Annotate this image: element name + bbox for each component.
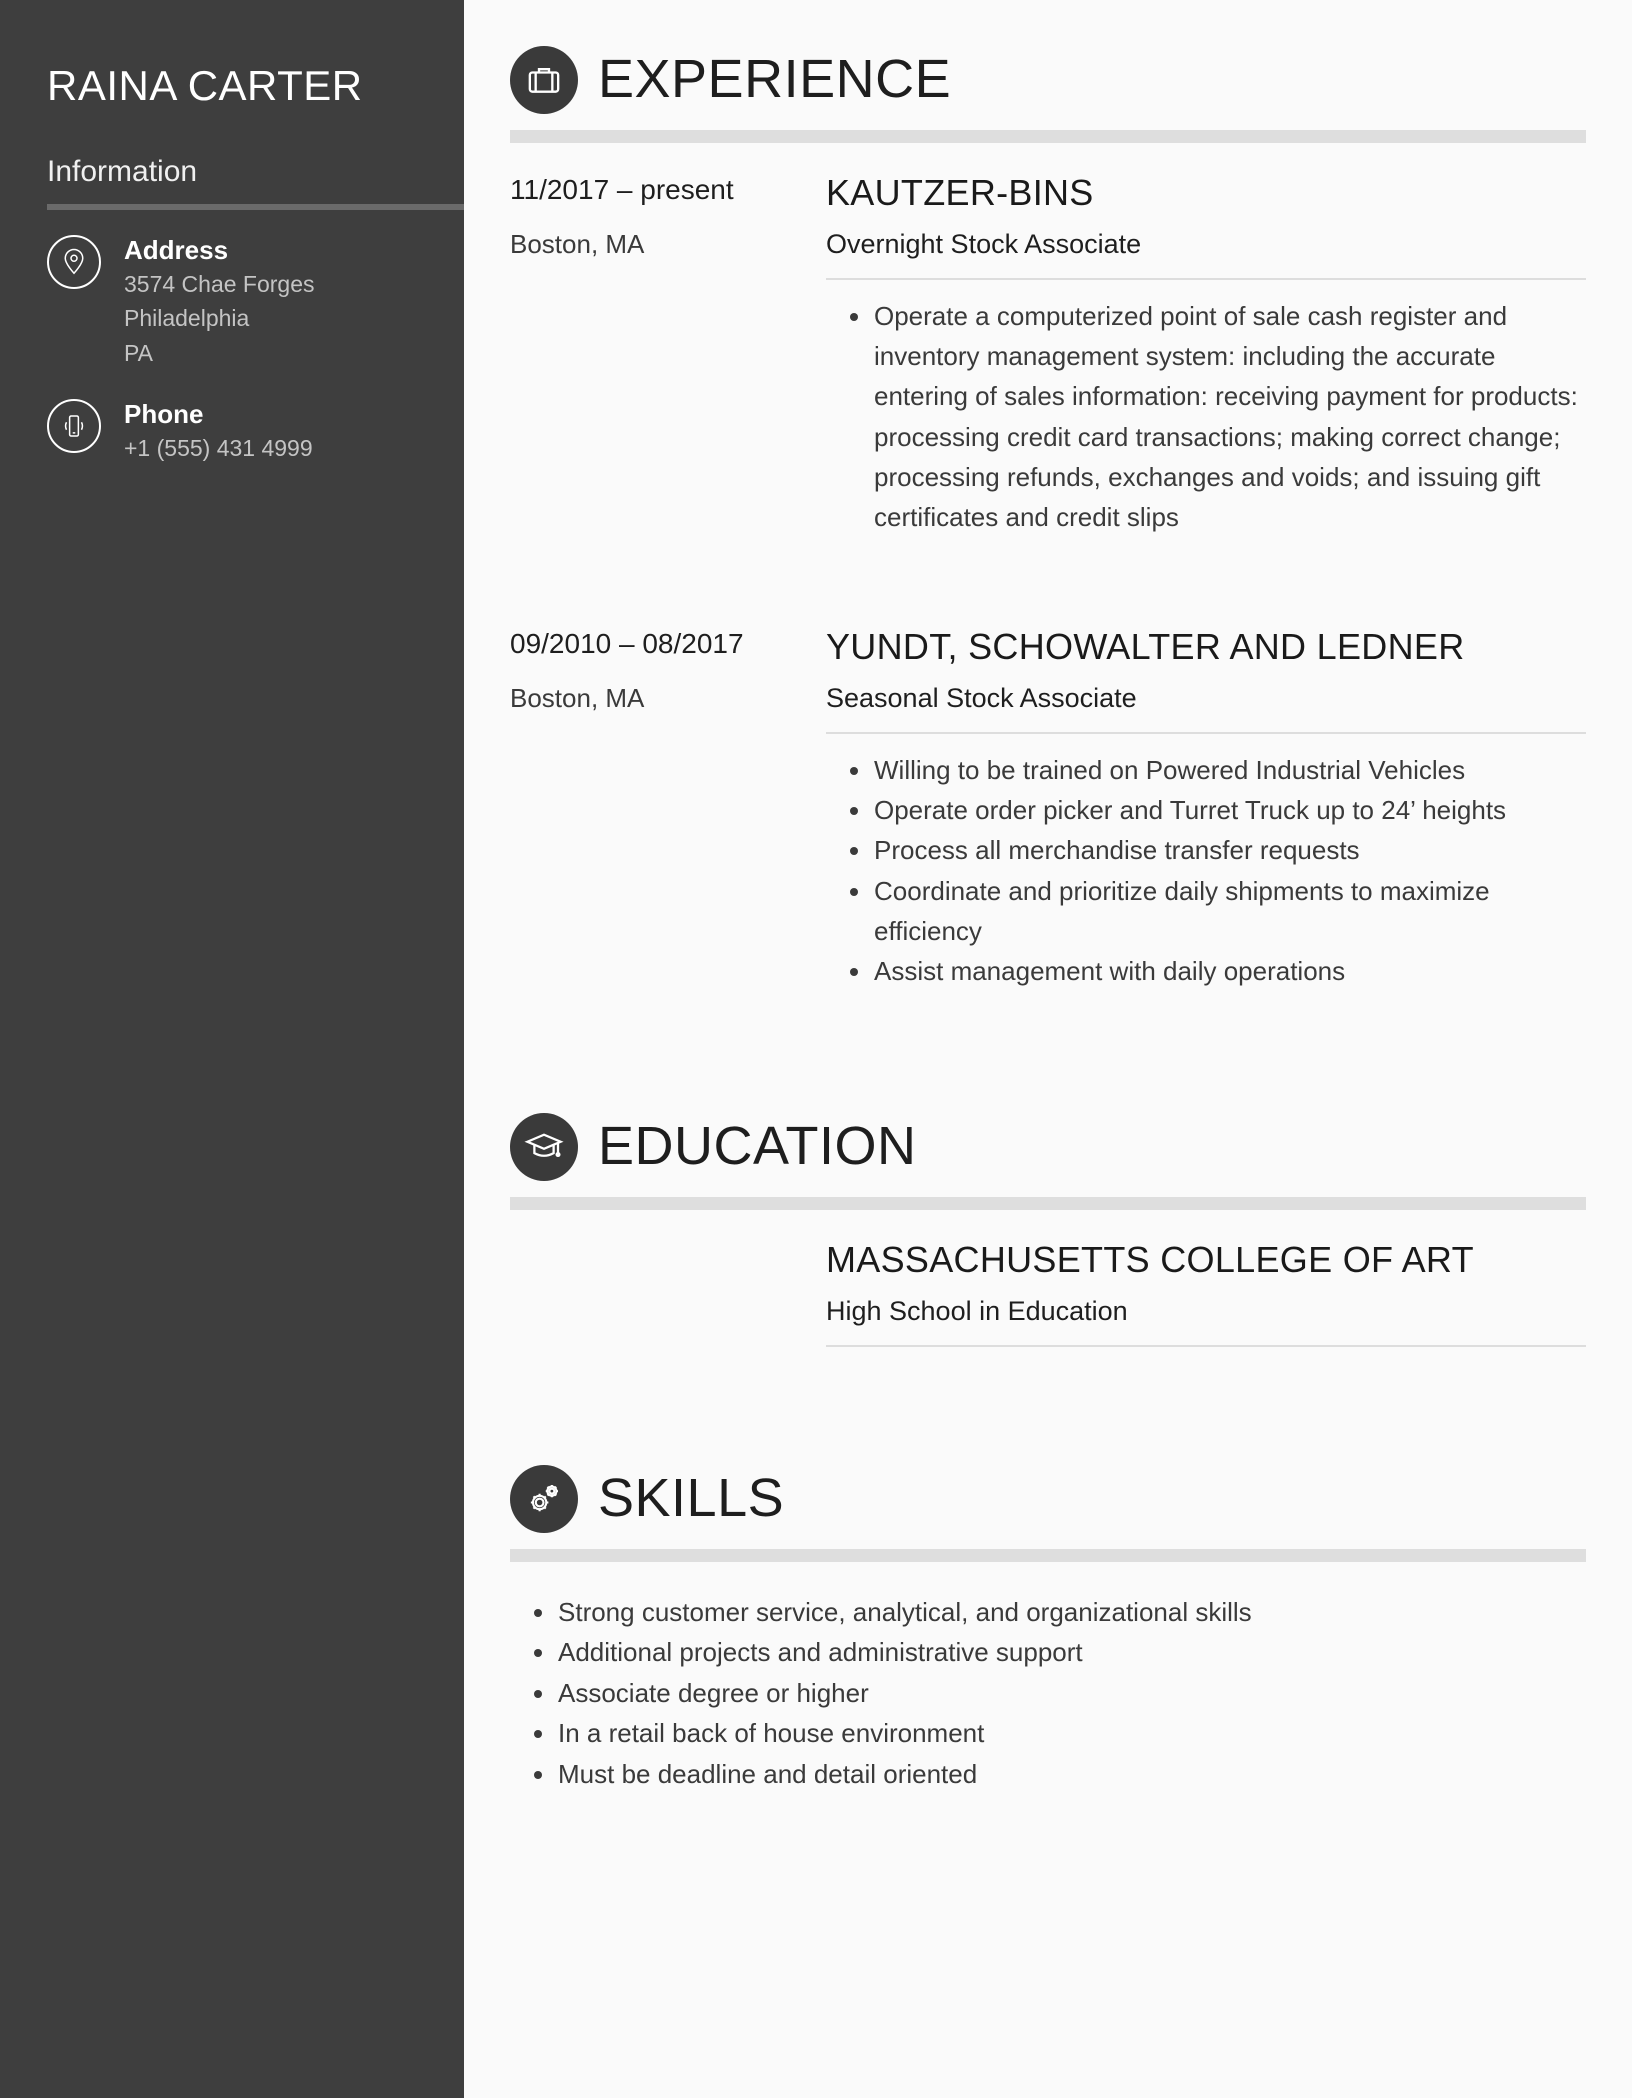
address-line-1: 3574 Chae Forges [124, 271, 315, 297]
school-name: MASSACHUSETTS COLLEGE OF ART [826, 1239, 1474, 1280]
candidate-name: RAINA CARTER [47, 62, 363, 109]
skills-list [558, 1592, 1558, 1794]
degree: High School in Education [826, 1296, 1128, 1326]
job-bullet-list [874, 296, 1586, 537]
job-entry [510, 628, 1586, 988]
job-bullet: Coordinate and prioritize daily shipments to maximize efficiency [874, 871, 1586, 951]
map-pin-icon [47, 235, 101, 289]
job-bullet: Operate order picker and Turret Truck up to 24’ heights [874, 790, 1586, 830]
sidebar [0, 0, 464, 2098]
education-title: EDUCATION [598, 1116, 917, 1176]
skill-item: Associate degree or higher [558, 1673, 1558, 1713]
phone-block [47, 399, 447, 469]
experience-divider [510, 130, 1586, 143]
education-entry [510, 1241, 1586, 1351]
address-line-2: Philadelphia [124, 305, 250, 331]
job-title: Seasonal Stock Associate [826, 683, 1137, 713]
address-label: Address [124, 235, 229, 265]
graduation-cap-icon [510, 1113, 578, 1181]
phone-label: Phone [124, 399, 204, 429]
skills-title: SKILLS [598, 1468, 785, 1528]
job-dates: 11/2017 – present [510, 174, 734, 205]
job-bullet: Assist management with daily operations [874, 951, 1586, 991]
job-company: KAUTZER-BINS [826, 172, 1094, 213]
information-divider [47, 204, 464, 210]
education-entry-divider [826, 1345, 1586, 1347]
job-entry [510, 174, 1586, 534]
skills-divider [510, 1549, 1586, 1562]
gears-icon [510, 1465, 578, 1533]
skill-item: Must be deadline and detail oriented [558, 1754, 1558, 1794]
skills-header [510, 1465, 1586, 1565]
job-title: Overnight Stock Associate [826, 229, 1142, 259]
job-bullet: Operate a computerized point of sale cash register and inventory management system: including the accurate entering of sales information: receiving payment for products: processing credit card transactions; making correct change; processing refunds, exchanges and voids; and issuing gift certificates and credit slips [874, 296, 1586, 537]
job-company: YUNDT, SCHOWALTER AND LEDNER [826, 626, 1465, 667]
job-location: Boston, MA [510, 229, 645, 259]
experience-header [510, 46, 1586, 146]
address-block [47, 235, 447, 365]
address-line-3: PA [124, 340, 153, 366]
mobile-phone-icon [47, 399, 101, 453]
job-bullet: Willing to be trained on Powered Industrial Vehicles [874, 750, 1586, 790]
experience-title: EXPERIENCE [598, 49, 952, 109]
briefcase-icon [510, 46, 578, 114]
skill-item: In a retail back of house environment [558, 1713, 1558, 1753]
skill-item: Additional projects and administrative support [558, 1632, 1558, 1672]
phone-number: +1 (555) 431 4999 [124, 435, 313, 461]
job-divider [826, 278, 1586, 280]
job-location: Boston, MA [510, 683, 645, 713]
education-header [510, 1113, 1586, 1213]
information-heading: Information [47, 155, 198, 188]
job-divider [826, 732, 1586, 734]
skill-item: Strong customer service, analytical, and organizational skills [558, 1592, 1558, 1632]
job-dates: 09/2010 – 08/2017 [510, 628, 744, 659]
job-bullet: Process all merchandise transfer requests [874, 830, 1586, 870]
education-divider [510, 1197, 1586, 1210]
job-bullet-list [874, 750, 1586, 991]
